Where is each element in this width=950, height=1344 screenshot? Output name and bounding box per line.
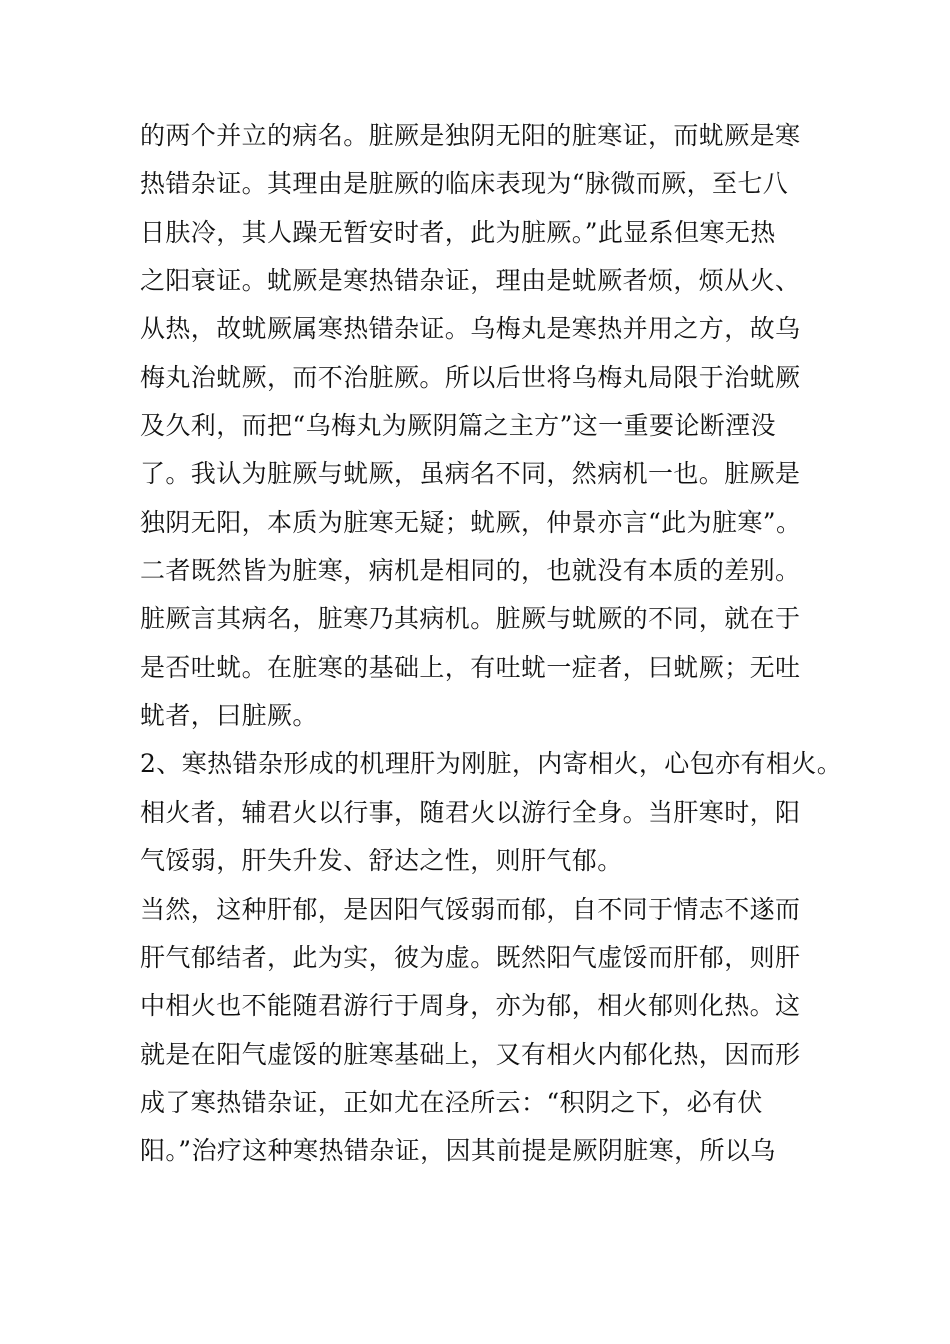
text-line: 是否吐蚘。在脏寒的基础上，有吐蚘一症者，曰蚘厥；无吐	[140, 652, 801, 682]
text-line: 相火者，辅君火以行事，随君火以游行全身。当肝寒时，阳	[140, 797, 801, 827]
text-line: 及久利，而把“乌梅丸为厥阴篇之主方”这一重要论断湮没	[140, 411, 776, 441]
text-line: 从热，故蚘厥属寒热错杂证。乌梅丸是寒热并用之方，故乌	[140, 314, 801, 344]
text-line: 热错杂证。其理由是脏厥的临床表现为“脉微而厥，至七八	[140, 169, 789, 199]
text-line: 阳。”治疗这种寒热错杂证，因其前提是厥阴脏寒，所以乌	[140, 1136, 776, 1166]
text-line: 二者既然皆为脏寒，病机是相同的，也就没有本质的差别。	[140, 556, 801, 586]
text-line: 梅丸治蚘厥，而不治脏厥。所以后世将乌梅丸局限于治蚘厥	[140, 362, 801, 392]
text-line: 成了寒热错杂证，正如尤在泾所云：“积阴之下，必有伏	[140, 1087, 763, 1117]
text-line: 蚘者，曰脏厥。	[140, 701, 318, 731]
text-line: 脏厥言其病名，脏寒乃其病机。脏厥与蚘厥的不同，就在于	[140, 604, 801, 634]
text-line: 了。我认为脏厥与蚘厥，虽病名不同，然病机一也。脏厥是	[140, 459, 801, 489]
text-line: 日肤冷，其人躁无暂安时者，此为脏厥。”此显系但寒无热	[140, 217, 776, 247]
text-line: 肝气郁结者，此为实，彼为虚。既然阳气虚馁而肝郁，则肝	[140, 942, 801, 972]
text-line: 中相火也不能随君游行于周身，亦为郁，相火郁则化热。这	[140, 991, 801, 1021]
section-heading-line: 2、寒热错杂形成的机理肝为刚脏，内寄相火，心包亦有相火。	[140, 749, 843, 779]
text-line: 的两个并立的病名。脏厥是独阴无阳的脏寒证，而蚘厥是寒	[140, 121, 801, 150]
text-line: 当然，这种肝郁，是因阳气馁弱而郁，自不同于情志不遂而	[140, 894, 801, 924]
text-line: 之阳衰证。蚘厥是寒热错杂证，理由是蚘厥者烦，烦从火、	[140, 266, 801, 296]
text-line: 就是在阳气虚馁的脏寒基础上，又有相火内郁化热，因而形	[140, 1039, 801, 1069]
text-line: 气馁弱，肝失升发、舒达之性，则肝气郁。	[140, 846, 623, 876]
text-line: 独阴无阳，本质为脏寒无疑；蚘厥，仲景亦言“此为脏寒”。	[140, 507, 802, 537]
body-text	[140, 112, 843, 1176]
